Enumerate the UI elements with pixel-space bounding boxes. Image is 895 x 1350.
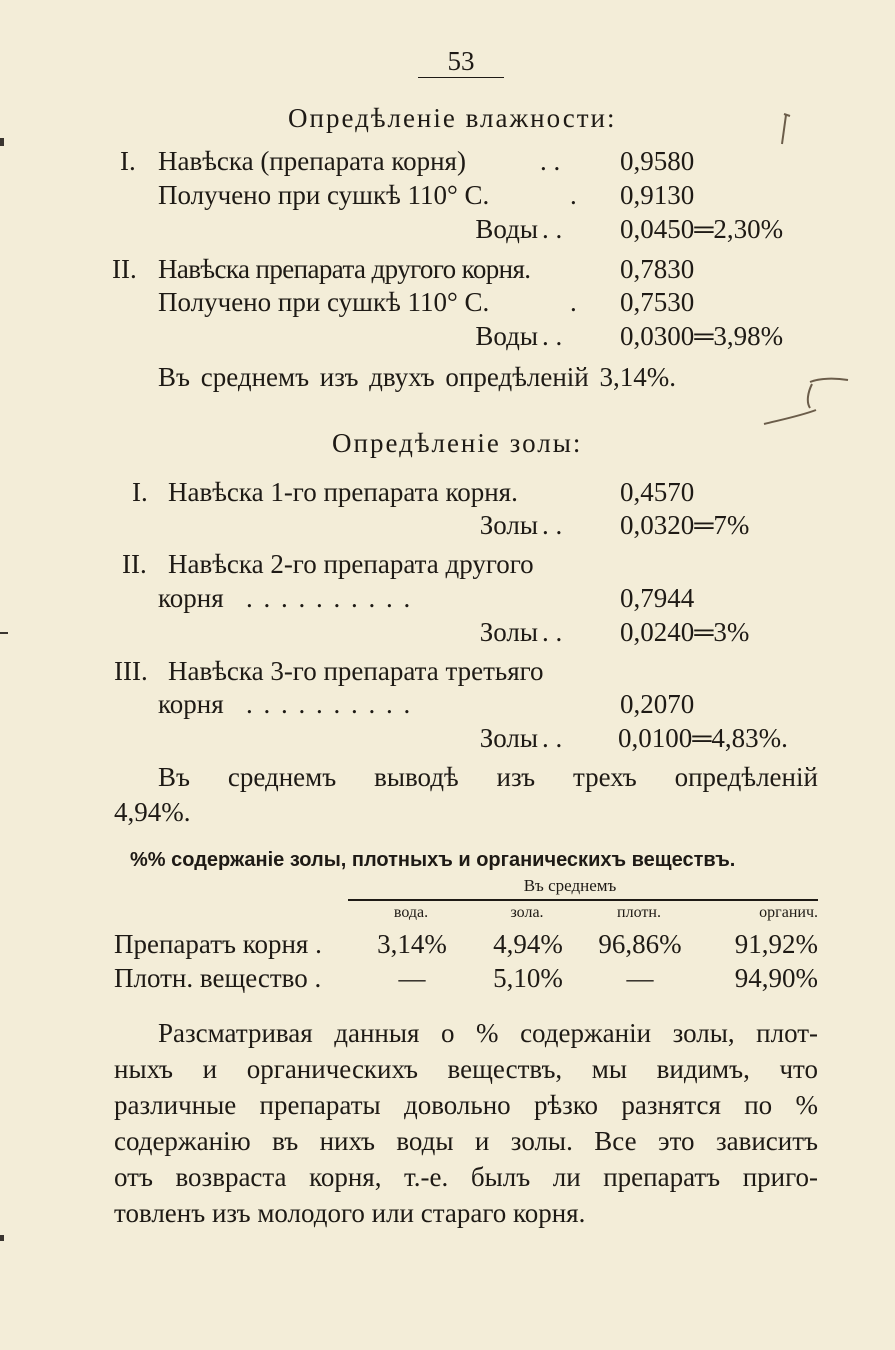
moisture-row-1-value: 0,9580	[620, 146, 695, 176]
table-row-2-water: —	[398, 963, 426, 993]
ash-row-7-label: корня	[158, 689, 224, 719]
table-title-text: %% содержаніе золы, плотныхъ и органическихъ веществъ.	[130, 849, 736, 871]
table-col-ash: зола.	[510, 904, 544, 921]
paragraph-line-5: отъ возвраста корня, т.-е. былъ ли препаратъ приго-	[114, 1162, 818, 1192]
margin-pencil-mark	[760, 110, 800, 150]
table-row-2-solid: —	[626, 963, 654, 993]
moisture-row-6-label: Воды	[475, 321, 538, 351]
ash-row-2-dots: . .	[542, 510, 563, 540]
ash-average-word: среднемъ	[227, 762, 337, 792]
ash-average-word: выводѣ	[374, 762, 459, 792]
ash-row-8-value: 0,0100═4,83%.	[618, 723, 788, 753]
table-row-1-solid: 96,86%	[598, 929, 682, 959]
table-row-2-ash: 5,10%	[493, 963, 563, 993]
moisture-heading: Опредѣленіе влажности:	[288, 103, 617, 133]
moisture-average: Въ среднемъ изъ двухъ опредѣленій 3,14%.	[158, 362, 676, 392]
ash-row-5-dots: . .	[542, 617, 563, 647]
moisture-row-4-value: 0,7830	[620, 254, 695, 284]
ash-average-word: опредѣленій	[674, 762, 818, 792]
ash-average-word: Въ	[158, 762, 190, 792]
table-group-rule	[348, 899, 818, 901]
moisture-row-5-dots: .	[570, 287, 577, 317]
moisture-row-5-label: Получено при сушкѣ 110° С.	[158, 287, 490, 317]
ash-average-word: изъ	[496, 762, 536, 792]
table-row-2-label: Плотн. вещество .	[114, 963, 322, 993]
moisture-row-5-value: 0,7530	[620, 287, 695, 317]
ash-row-1-value: 0,4570	[620, 477, 695, 507]
ash-row-4-value: 0,7944	[620, 583, 695, 613]
ash-row-3-label: Навѣска 2-го препарата другого	[168, 549, 534, 579]
table-col-organic: органич.	[759, 904, 818, 921]
moisture-row-4-label: Навѣска препарата другого корня.	[158, 254, 531, 284]
page-number-rule	[418, 77, 504, 78]
ash-row-1-num: I.	[132, 477, 148, 507]
ash-row-1-label: Навѣска 1-го препарата корня.	[168, 477, 518, 507]
table-col-water: вода.	[393, 904, 429, 921]
moisture-row-3-label: Воды	[475, 214, 538, 244]
table-group-header: Въ среднемъ	[523, 876, 617, 895]
ash-row-4-label: корня	[158, 583, 224, 613]
table-col-solid: плотн.	[617, 904, 661, 921]
ash-row-5-label: Золы	[479, 617, 538, 647]
moisture-row-1-label: Навѣска (препарата корня)	[158, 146, 466, 176]
moisture-row-6-value: 0,0300═3,98%	[620, 321, 784, 351]
ash-row-5-value: 0,0240═3%	[620, 617, 750, 647]
paragraph-line-3: различные препараты довольно рѣзко разнятся по %	[114, 1090, 818, 1120]
ash-row-2-value: 0,0320═7%	[620, 510, 750, 540]
margin-scan-mark	[0, 138, 4, 146]
moisture-row-3-dots: . .	[542, 214, 563, 244]
table-row-2-organic: 94,90%	[734, 963, 818, 993]
moisture-row-2-value: 0,9130	[620, 180, 695, 210]
paragraph-line-1: Разсматривая данныя о % содержаніи золы, плот-	[158, 1018, 818, 1048]
margin-pencil-flourish	[760, 370, 850, 430]
moisture-row-2-dots: .	[570, 180, 577, 210]
ash-average-line-1	[158, 764, 818, 791]
table-row-1-label: Препаратъ корня .	[114, 929, 322, 959]
table-row-1-water: 3,14%	[377, 929, 447, 959]
ash-heading: Опредѣленіе золы:	[332, 428, 583, 458]
moisture-row-1-dots: . .	[540, 146, 561, 176]
page-number: 53	[447, 46, 475, 76]
ash-row-3-num: II.	[122, 549, 147, 579]
paragraph-line-2: ныхъ и органическихъ веществъ, мы видимъ, что	[114, 1054, 818, 1084]
moisture-row-6-dots: . .	[542, 321, 563, 351]
paragraph-line-4: содержанію въ нихъ воды и золы. Все это зависитъ	[114, 1126, 818, 1156]
ash-row-6-num: III.	[114, 656, 148, 686]
ash-row-6-label: Навѣска 3-го препарата третьяго	[168, 656, 544, 686]
moisture-row-1-num: I.	[120, 146, 136, 176]
moisture-row-3-value: 0,0450═2,30%	[620, 214, 784, 244]
table-row-1-organic: 91,92%	[734, 929, 818, 959]
margin-scan-mark	[0, 632, 8, 634]
ash-row-8-label: Золы	[479, 723, 538, 753]
paragraph-line-6: товленъ изъ молодого или стараго корня.	[114, 1198, 586, 1228]
ash-row-7-value: 0,2070	[620, 689, 695, 719]
ash-row-7-dots: . . . . . . . . . .	[246, 689, 413, 719]
ash-row-2-label: Золы	[479, 510, 538, 540]
ash-average-word: трехъ	[573, 762, 637, 792]
table-title	[130, 849, 735, 872]
ash-row-8-dots: . .	[542, 723, 563, 753]
moisture-row-2-label: Получено при сушкѣ 110° С.	[158, 180, 490, 210]
ash-row-4-dots: . . . . . . . . . .	[246, 583, 413, 613]
table-row-1-ash: 4,94%	[493, 929, 563, 959]
ash-average-line-2: 4,94%.	[114, 797, 191, 827]
moisture-row-4-num: II.	[112, 254, 137, 284]
margin-scan-mark	[0, 1235, 4, 1241]
